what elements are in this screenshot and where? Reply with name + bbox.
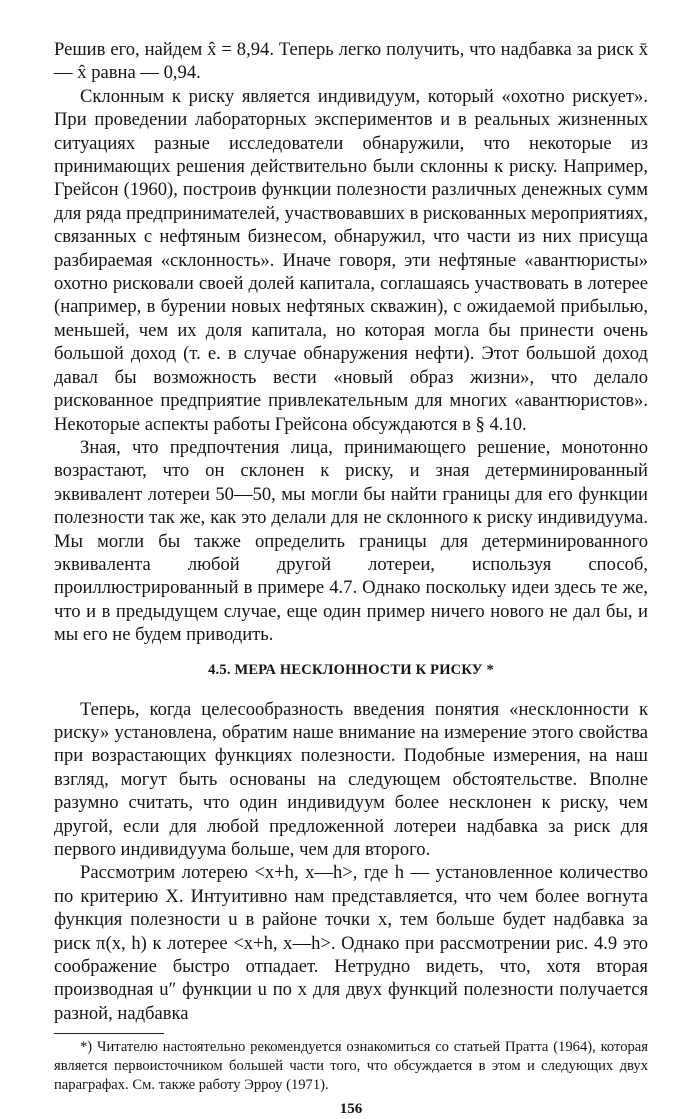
paragraph-lottery: Рассмотрим лотерею <x+h, x—h>, где h — установленное количество по критерию X. Интуитивно нам представляется, что чем более вогнута функция полезности u в районе точки x, тем больше будет надбавка за риск π(x, h) к лотерее <x+h, x—h>. Однако при рассмотрении рис. 4.9 это соображение быстро отпадает. Нетрудно видеть, что, хотя вторая производная u″ функции u по x для двух функций полезности получается разной, надбавка xyxy=(54,862,648,1024)
paragraph-risk-seeking: Склонным к риску является индивидуум, который «охотно рискует». При проведении лабораторных экспериментов и в реальных жизненных ситуациях разные исследователи обнаружили, что некоторые из принимающих решения действительно были склонны к риску. Например, Грейсон (1960), построив функции полезности различных денежных сумм для ряда предпринимателей, участвовавших в рискованных мероприятиях, связанных с нефтяным бизнесом, обнаружил, что части из них присуща разбираемая «склонность». Иначе говоря, эти нефтяные «авантюристы» охотно рисковали своей долей капитала, соглашаясь участвовать в лотерее (например, в бурении новых нефтяных скважин), с ожидаемой прибылью, меньшей, чем их доля капитала, но которая могла бы принести очень большой доход (т. е. в случае обнаружения нефти). Этот большой доход давал бы возможность вести «новый образ жизни», что делало рискованное предприятие привлекательным для многих «авантюристов». Некоторые аспекты работы Грейсона обсуждаются в § 4.10. xyxy=(54,85,648,435)
book-page xyxy=(54,38,648,1119)
footnote: *) Читателю настоятельно рекомендуется ознакомиться со статьей Пратта (1964), которая является первоисточником большей части того, что обсуждается в этом и следующих двух параграфах. См. также работу Эрроу (1971). xyxy=(54,1039,648,1094)
paragraph-bounds: Зная, что предпочтения лица, принимающего решение, монотонно возрастают, что он склонен к риску, и зная детерминированный эквивалент лотереи 50—50, мы могли бы найти границы для его функции полезности так же, как это делали для не склонного к риску индивидуума. Мы могли бы также определить границы для детерминированного эквивалента любой другой лотереи, используя способ, проиллюстрированный в примере 4.7. Однако поскольку идеи здесь те же, что и в предыдущем случае, еще один пример ничего нового не дал бы, и мы его не будем приводить. xyxy=(54,436,648,646)
footnote-divider xyxy=(54,1033,164,1034)
section-heading: 4.5. МЕРА НЕСКЛОННОСТИ К РИСКУ * xyxy=(208,661,494,678)
paragraph-risk-aversion-measure: Теперь, когда целесообразность введения понятия «несклонности к риску» установлена, обратим наше внимание на измерение этого свойства при возрастающих функциях полезности. Подобные измерения, на наш взгляд, могут быть основаны на следующем обстоятельстве. Вполне разумно считать, что один индивидуум более несклонен к риску, чем другой, если для любой предложенной лотереи надбавка за риск для первого индивидуума больше, чем для второго. xyxy=(54,698,648,860)
paragraph-solution: Решив его, найдем x̂ = 8,94. Теперь легко получить, что надбавка за риск x̄ — x̂ равна — 0,94. xyxy=(54,39,648,84)
page-number: 156 xyxy=(339,1101,363,1118)
